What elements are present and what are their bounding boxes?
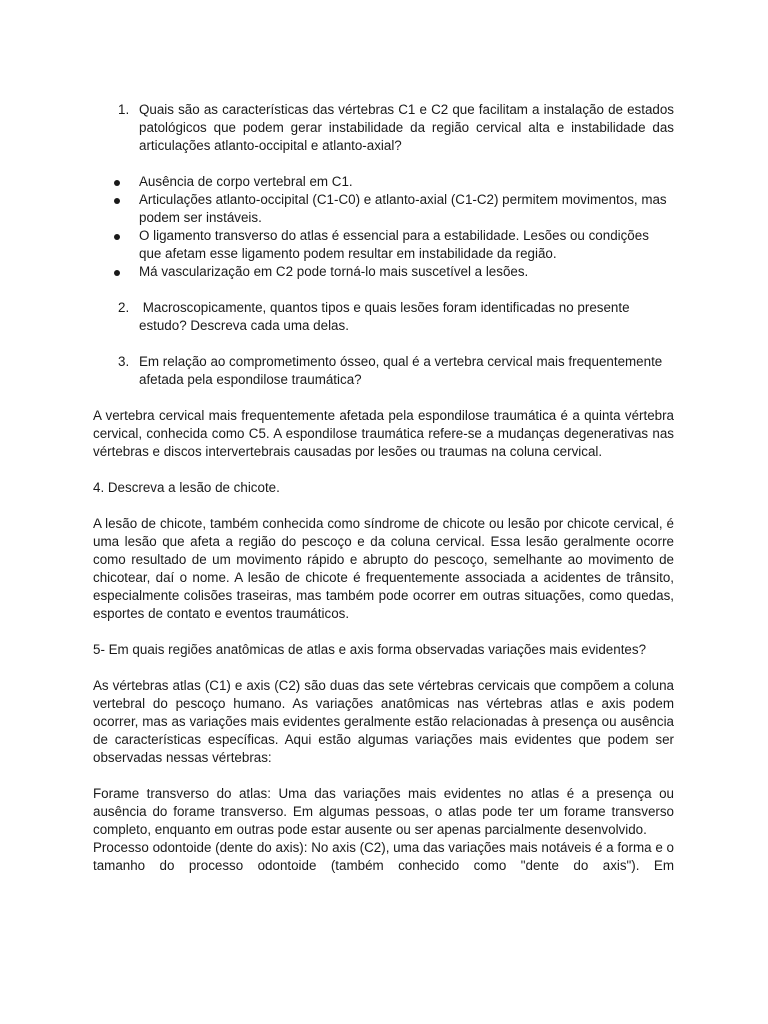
bullet-item <box>93 191 674 227</box>
bullet-text: Articulações atlanto-occipital (C1-C0) e atlanto-axial (C1-C2) permitem movimentos, mas podem ser instáveis. <box>139 192 667 225</box>
bullet-icon <box>114 270 120 276</box>
spacer <box>93 281 674 299</box>
spacer <box>93 659 674 677</box>
spacer <box>93 155 674 173</box>
bullet-icon <box>114 234 120 240</box>
bullet-text: Má vascularização em C2 pode torná-lo mais suscetível a lesões. <box>139 264 529 279</box>
question-2-number: 2. <box>118 300 130 315</box>
bullet-text: O ligamento transverso do atlas é essencial para a estabilidade. Lesões ou condições que afetam esse ligamento podem resultar em instabilidade da região. <box>139 228 649 261</box>
question-5: 5- Em quais regiões anatômicas de atlas e axis forma observadas variações mais evidentes? <box>93 642 647 657</box>
document-page <box>93 101 674 875</box>
question-1 <box>93 101 674 155</box>
bullet-icon <box>114 198 120 204</box>
forame-transverso-paragraph: Forame transverso do atlas: Uma das variações mais evidentes no atlas é a presença ou ausência do forame transverso. Em algumas pessoas, o atlas pode ter um forame transverso completo, enquanto em outras pode estar ausente ou ser apenas parcialmente desenvolvido. <box>93 786 674 837</box>
question-2-text: Macroscopicamente, quantos tipos e quais lesões foram identificadas no presente estudo? Descreva cada uma delas. <box>139 300 634 333</box>
spacer <box>93 497 674 515</box>
spacer <box>93 389 674 407</box>
question-1-text: Quais são as características das vértebras C1 e C2 que facilitam a instalação de estados patológicos que podem gerar instabilidade da região cervical alta e instabilidade das articulações atlanto-occipital e atlanto-axial? <box>139 102 674 153</box>
answer-5-paragraph: As vértebras atlas (C1) e axis (C2) são duas das sete vértebras cervicais que compõem a coluna vertebral do pescoço humano. As variações anatômicas nas vértebras atlas e axis podem ocorrer, mas as variações mais evidentes geralmente estão relacionadas à presença ou ausência de características específicas. Aqui estão algumas variações mais evidentes que podem ser observadas nessas vértebras: <box>93 678 674 765</box>
spacer <box>93 461 674 479</box>
question-4: 4. Descreva a lesão de chicote. <box>93 480 280 495</box>
bullet-icon <box>114 180 120 186</box>
answer-1-bullet-list <box>93 173 674 281</box>
bullet-item <box>93 227 674 263</box>
question-3-text: Em relação ao comprometimento ósseo, qual é a vertebra cervical mais frequentemente afetada pela espondilose traumática? <box>139 354 663 387</box>
bullet-text: Ausência de corpo vertebral em C1. <box>139 174 353 189</box>
answer-3-paragraph: A vertebra cervical mais frequentemente afetada pela espondilose traumática é a quinta vértebra cervical, conhecida como C5. A espondilose traumática refere-se a mudanças degenerativas nas vértebras e discos intervertebrais causadas por lesões ou traumas na coluna cervical. <box>93 408 674 459</box>
question-1-number: 1. <box>118 102 130 117</box>
processo-odontoide-paragraph: Processo odontoide (dente do axis): No axis (C2), uma das variações mais notáveis é a forma e o tamanho do processo odontoide (também conhecido como "dente do axis"). Em <box>93 840 674 873</box>
question-2 <box>93 299 674 335</box>
spacer <box>93 767 674 785</box>
question-3-number: 3. <box>118 354 130 369</box>
spacer <box>93 335 674 353</box>
bullet-item <box>93 263 674 281</box>
spacer <box>93 623 674 641</box>
bullet-item <box>93 173 674 191</box>
answer-4-paragraph: A lesão de chicote, também conhecida como síndrome de chicote ou lesão por chicote cervical, é uma lesão que afeta a região do pescoço e da coluna cervical. Essa lesão geralmente ocorre como resultado de um movimento rápido e abrupto do pescoço, semelhante ao movimento de chicotear, daí o nome. A lesão de chicote é frequentemente associada a acidentes de trânsito, especialmente colisões traseiras, mas também pode ocorrer em outras situações, como quedas, esportes de contato e eventos traumáticos. <box>93 516 674 621</box>
question-3 <box>93 353 674 389</box>
